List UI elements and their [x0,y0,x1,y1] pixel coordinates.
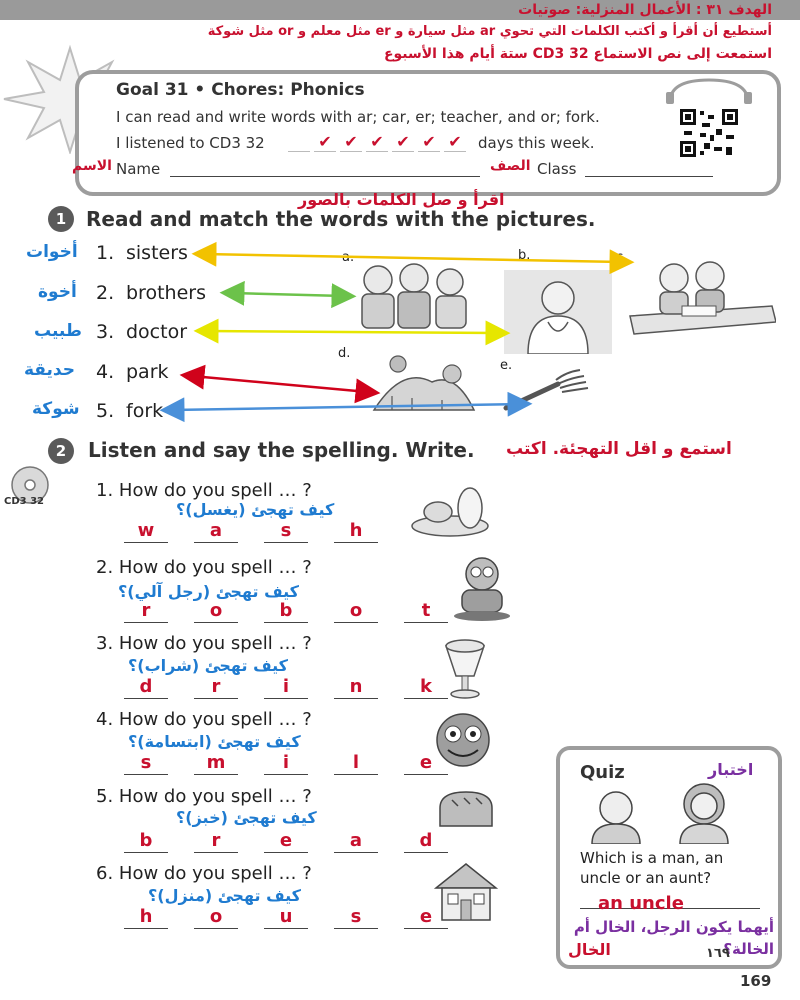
letter-slot[interactable]: e [264,830,308,853]
spell-item-3 [96,633,312,654]
spell-ar-3: كيف تهجئ (شراب)؟ [128,656,288,675]
item2-ar: أخوة [38,282,77,302]
letter-slot[interactable]: o [194,600,238,623]
letter-slot[interactable]: a [194,520,238,543]
section1-title-ar: اقرأ و صل الكلمات بالصور [298,190,505,209]
spell-ar-5: كيف تهجئ (خبز)؟ [176,808,317,827]
letter-slot[interactable]: d [404,830,448,853]
item5-number: 5. [96,400,115,422]
item4-ar: حديقة [24,360,75,380]
letter-slot[interactable]: s [334,906,378,929]
match-line-park [192,376,368,392]
class-label: Class [537,160,577,178]
check-day-5[interactable]: ✔ [392,133,414,152]
letter-slot[interactable]: r [124,600,168,623]
section2-title-ar: استمع و اقل التهجئة. اكتب [506,439,732,459]
item3-ar: طبيب [34,321,82,341]
check-day-2[interactable]: ✔ [314,133,336,152]
item4-number: 4. [96,361,115,383]
goal-line1: I can read and write words with ar; car, er; teacher, and or; fork. [116,108,600,126]
spell-item-2 [96,557,312,578]
quiz-question-ar: أيهما يكون الرجل، الخال أم الخالة؟ [573,918,774,958]
letter-slot[interactable]: w [124,520,168,543]
item3-word: doctor [126,321,188,343]
name-label-ar: الاسم [72,158,112,174]
spell-question-1: 1. How do you spell … ? [96,480,312,501]
letter-slot[interactable]: i [264,676,308,699]
goal-title: Goal 31 • Chores: Phonics [116,80,365,100]
goal-line2-start: I listened to CD3 32 [116,134,265,152]
spell-answer-6[interactable] [124,906,448,929]
quiz-title-ar: اختبار [708,760,754,779]
check-day-4[interactable]: ✔ [366,133,388,152]
letter-slot[interactable]: d [124,676,168,699]
letter-slot[interactable]: b [124,830,168,853]
spell-answer-2[interactable] [124,600,448,623]
check-day-3[interactable]: ✔ [340,133,362,152]
match-line-sisters [204,254,622,262]
letter-slot[interactable]: t [404,600,448,623]
check-day-6[interactable]: ✔ [418,133,440,152]
woman-portrait-icon [672,778,736,844]
check-day-7[interactable]: ✔ [444,133,466,152]
letter-slot[interactable]: o [334,600,378,623]
letter-slot[interactable]: m [194,752,238,775]
spell-item-4 [96,709,312,730]
item5-ar: شوكة [32,399,80,419]
letter-slot[interactable]: b [264,600,308,623]
item2-word: brothers [126,282,206,304]
spell-ar-4: كيف تهجئ (ابتسامة)؟ [128,732,301,751]
letter-slot[interactable]: h [334,520,378,543]
pic-label-d: d. [338,346,351,361]
pic-label-e: e. [500,358,513,373]
letter-slot[interactable]: n [334,676,378,699]
header-ar-line3: استمعت إلى نص الاستماع CD3 32 ستة أيام هذا الأسبوع [383,46,772,62]
section2-title: Listen and say the spelling. Write. [88,438,475,462]
drink-picture-icon [440,636,490,700]
letter-slot[interactable]: e [404,906,448,929]
class-label-ar: الصف [490,158,531,174]
house-picture-icon [430,858,502,924]
spell-item-5 [96,786,312,807]
letter-slot[interactable]: r [194,830,238,853]
letter-slot[interactable]: u [264,906,308,929]
pic-label-c: c. [616,250,628,265]
match-line-brothers [232,293,344,296]
match-line-fork [172,404,520,410]
spell-question-3: 3. How do you spell … ? [96,633,312,654]
page-number-ar: ١٦٩ [706,946,730,961]
cd-label: CD3 32 [4,496,44,507]
letter-slot[interactable]: i [264,752,308,775]
page-number: 169 [740,972,772,990]
item2-number: 2. [96,282,115,304]
spell-question-6: 6. How do you spell … ? [96,863,312,884]
letter-slot[interactable]: h [124,906,168,929]
spell-ar-6: كيف تهجئ (منزل)؟ [148,886,301,905]
dishes-picture-icon [408,482,492,540]
spell-ar-1: كيف تهجئ (يغسل)؟ [176,500,335,519]
letter-slot[interactable]: a [334,830,378,853]
letter-slot[interactable]: r [194,676,238,699]
section1-number: 1 [48,206,74,232]
item1-number: 1. [96,242,115,264]
item1-ar: أخوات [26,242,78,262]
item3-number: 3. [96,321,115,343]
spell-answer-1[interactable] [124,520,378,543]
spell-answer-5[interactable] [124,830,448,853]
header-ar-line2: أستطيع أن أقرأ و أكتب الكلمات التي تحوي ar مثل سيارة و er مثل معلم و or مثل شوكة [207,24,772,39]
letter-slot[interactable]: k [404,676,448,699]
smile-picture-icon [428,708,498,772]
item4-word: park [126,361,169,383]
letter-slot[interactable]: s [124,752,168,775]
letter-slot[interactable]: e [404,752,448,775]
section1-title: Read and match the words with the pictures. [86,207,596,231]
letter-slot[interactable]: l [334,752,378,775]
match-line-doctor [206,331,498,333]
item1-word: sisters [126,242,188,264]
spell-question-5: 5. How do you spell … ? [96,786,312,807]
quiz-title: Quiz [580,762,625,783]
bread-picture-icon [434,784,498,834]
name-label: Name [116,160,161,178]
letter-slot[interactable]: s [264,520,308,543]
section2-number: 2 [48,438,74,464]
spell-item-6 [96,863,312,884]
spell-question-2: 2. How do you spell … ? [96,557,312,578]
spell-answer-4[interactable] [124,752,448,775]
spell-question-4: 4. How do you spell … ? [96,709,312,730]
header-ar-line1: الهدف ٣١ : الأعمال المنزلية: صوتيات [518,2,772,18]
spell-answer-3[interactable] [124,676,448,699]
robot-picture-icon [448,550,518,622]
letter-slot[interactable]: o [194,906,238,929]
man-portrait-icon [586,784,646,844]
matching-lines [0,0,800,430]
quiz-answer: an uncle [598,893,684,914]
goal-line2-end: days this week. [478,134,595,152]
pic-label-b: b. [518,248,531,263]
quiz-question: Which is a man, an uncle or an aunt? [580,849,724,887]
spell-item-1 [96,480,312,501]
spell-ar-2: كيف تهجئ (رجل آلي)؟ [118,582,299,601]
quiz-answer-ar: الخال [568,940,611,959]
item5-word: fork [126,400,164,422]
